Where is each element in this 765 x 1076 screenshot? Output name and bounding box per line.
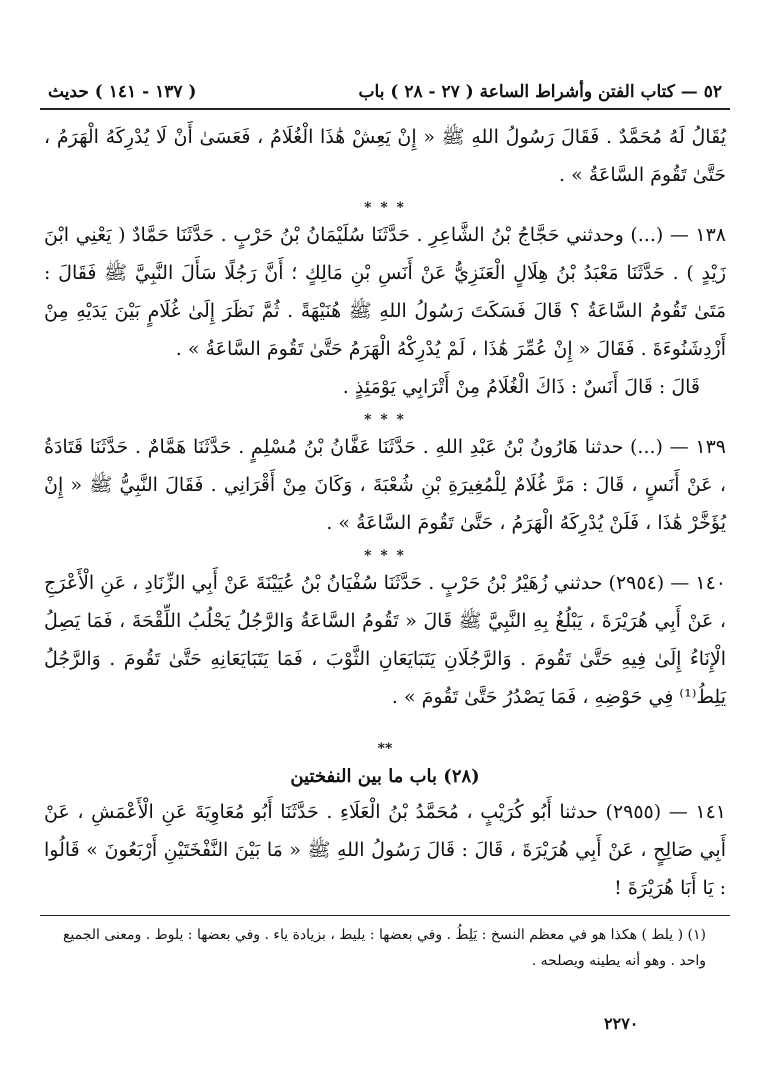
separator-stars: * * * <box>364 548 406 564</box>
hadith-140: ١٤٠ — (٢٩٥٤) حدثني زُهَيْرُ بْنُ حَرْبٍ . حَدَّثَنَا سُفْيَانُ بْنُ عُيَيْنَةَ عَنْ أَبِي الزِّنَادِ ، عَنِ الْأَعْرَجِ ، عَنْ أَبِي هُرَيْرَةَ ، يَبْلُغُ بِهِ النَّبِيَّ ﷺ قَالَ « تَقُومُ السَّاعَةُ وَالرَّجُلُ يَحْلُبُ اللِّقْحَةَ ، فَمَا يَصِلُ الْإِنَاءُ إِلَىٰ فِيهِ حَتَّىٰ تَقُومَ . وَالرَّجُلَانِ يَتَبَايَعَانِ الثَّوْبَ ، فَمَا يَتَبَايَعَانِهِ حَتَّىٰ تَقُومَ . وَالرَّجُلُ يَلِطُ⁽¹⁾ فِي حَوْضِهِ ، فَمَا يَصْدُرُ حَتَّىٰ تَقُومَ » . <box>44 572 726 708</box>
separator-stars: * * * <box>364 200 406 216</box>
separator-small: ⁎⁎ <box>377 737 393 753</box>
footnote: (١) ( يلط ) هكذا هو في معظم النسخ : يَلِطُ . وفي بعضها : يليط ، بزيادة ياء . وفي بعضها : يلوط . ومعنى الجميع واحد . وهو أنه يطينه ويصلحه . <box>40 915 730 974</box>
hadith-141: ١٤١ — (٢٩٥٥) حدثنا أَبُو كُرَيْبٍ ، مُحَمَّدُ بْنُ الْعَلَاءِ . حَدَّثَنَا أَبُو مُعَاوِيَةَ عَنِ الْأَعْمَشِ ، عَنْ أَبِي صَالِحٍ ، عَنْ أَبِي هُرَيْرَةَ ، قَالَ : قَالَ رَسُولُ اللهِ ﷺ « مَا بَيْنَ النَّفْخَتَيْنِ أَرْبَعُونَ » قَالُوا : يَا أَبَا هُرَيْرَةَ ! <box>44 801 726 899</box>
paragraph-continuation: يُقَالُ لَهُ مُحَمَّدٌ . فَقَالَ رَسُولُ اللهِ ﷺ « إِنْ يَعِشْ هَٰذَا الْغُلَامُ ، فَعَسَىٰ أَنْ لَا يُدْرِكَهُ الْهَرَمُ ، حَتَّىٰ تَقُومَ السَّاعَةُ » . <box>44 126 726 186</box>
header-chapter: ٥٢ — كتاب الفتن وأشراط الساعة ( ٢٧ - ٢٨ ) باب <box>358 82 722 102</box>
page-number: ٢٢٧٠ <box>604 1014 639 1033</box>
running-header <box>40 82 730 110</box>
separator-stars: * * * <box>364 412 406 428</box>
header-hadith-range: ( ١٣٧ - ١٤١ ) حديث <box>48 82 197 102</box>
chapter-title: (٢٨) باب ما بين النفختين <box>290 766 480 787</box>
hadith-138-note: قَالَ : قَالَ أَنَسٌ : ذَاكَ الْغُلَامُ مِنْ أَتْرَابِي يَوْمَئِذٍ . <box>342 376 700 398</box>
page <box>40 82 730 974</box>
hadith-138: ١٣٨ — (...) وحدثني حَجَّاجُ بْنُ الشَّاعِرِ . حَدَّثَنَا سُلَيْمَانُ بْنُ حَرْبٍ . حَدَّثَنَا حَمَّادٌ ( يَعْنِي ابْنَ زَيْدٍ ) . حَدَّثَنَا مَعْبَدُ بْنُ هِلَالٍ الْعَنَزِيُّ عَنْ أَنَسِ بْنِ مَالِكٍ ؛ أَنَّ رَجُلًا سَأَلَ النَّبِيَّ ﷺ فَقَالَ : مَتَىٰ تَقُومُ السَّاعَةُ ؟ قَالَ فَسَكَتَ رَسُولُ اللهِ ﷺ هُنَيْهَةً . ثُمَّ نَظَرَ إِلَىٰ غُلَامٍ بَيْنَ يَدَيْهِ مِنْ أَزْدِشَنُوءَةَ . فَقَالَ « إِنْ عُمِّرَ هَٰذَا ، لَمْ يُدْرِكْهُ الْهَرَمُ حَتَّىٰ تَقُومَ السَّاعَةُ » . <box>44 224 726 360</box>
hadith-139: ١٣٩ — (...) حدثنا هَارُونُ بْنُ عَبْدِ اللهِ . حَدَّثَنَا عَفَّانُ بْنُ مُسْلِمٍ . حَدَّثَنَا هَمَّامٌ . حَدَّثَنَا قَتَادَةُ ، عَنْ أَنَسٍ ، قَالَ : مَرَّ غُلَامٌ لِلْمُغِيرَةِ بْنِ شُعْبَةَ ، وَكَانَ مِنْ أَقْرَانِي . فَقَالَ النَّبِيُّ ﷺ « إِنْ يُؤَخَّرْ هَٰذَا ، فَلَنْ يُدْرِكَهُ الْهَرَمُ ، حَتَّىٰ تَقُومَ السَّاعَةُ » . <box>44 436 726 534</box>
